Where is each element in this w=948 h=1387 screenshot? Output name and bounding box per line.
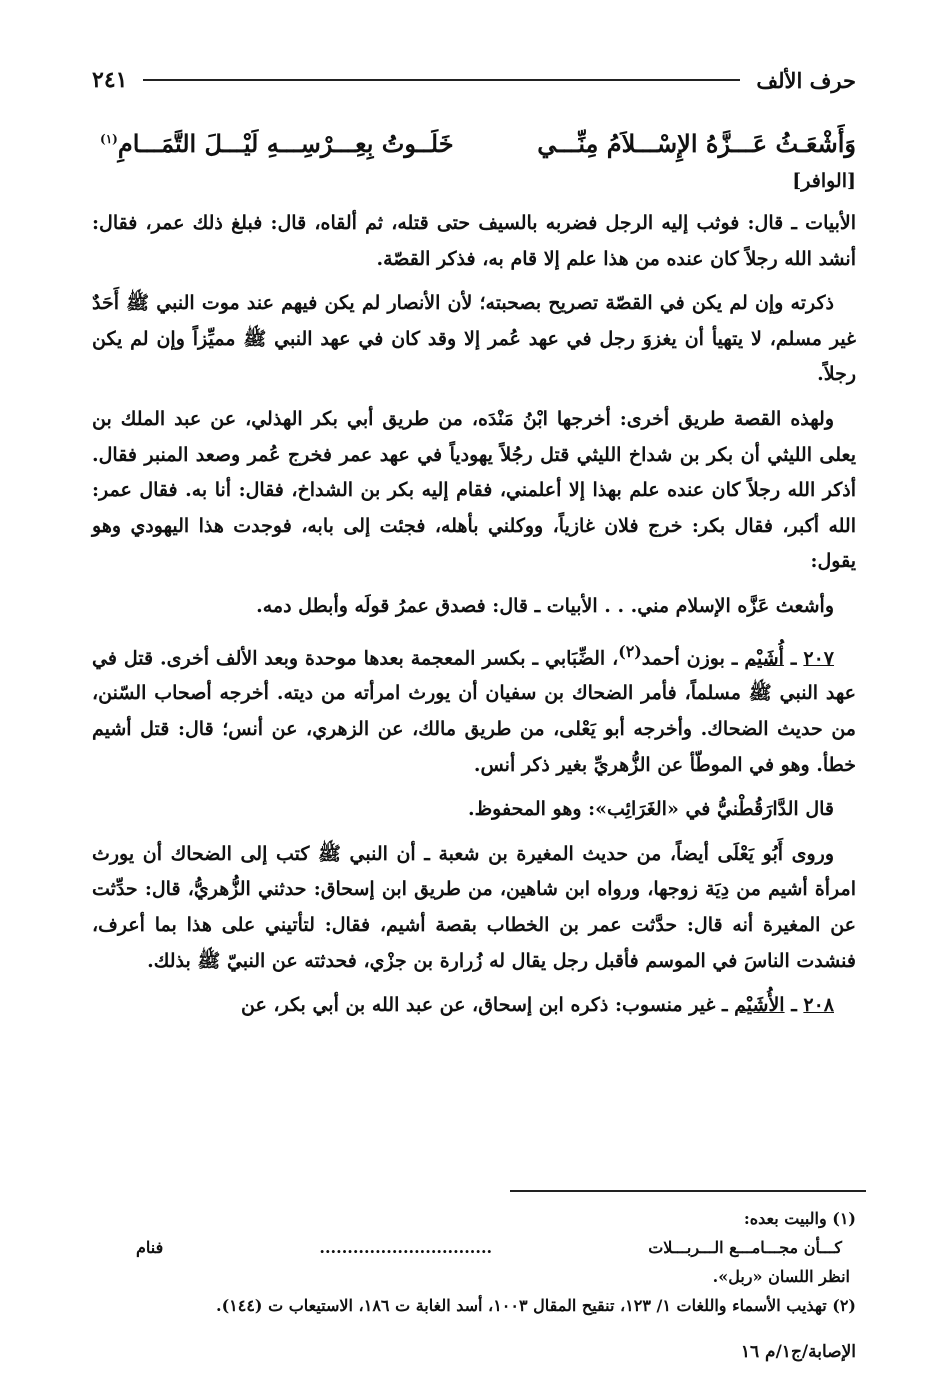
footnote-1-source: انظر اللسان «ربل». xyxy=(712,1267,850,1286)
footnote-1-intro: (١) والبيت بعده: xyxy=(743,1209,856,1228)
page-number: ٢٤١ xyxy=(92,67,128,93)
footnote-2: (٢) تهذيب الأسماء واللغات ١/ ١٢٣، تنقيح المقال ١٠٠٣، أسد الغابة ت ١٨٦، الاستيعاب ت (١٤٤). xyxy=(216,1296,856,1315)
signature-mark: الإصابة/ج١/م ١٦ xyxy=(740,1342,856,1362)
header-rule xyxy=(143,79,740,81)
entry-208: ٢٠٨ ـ الأُشَيْم ـ غير منسوب: ذكره ابن إسحاق، عن عبد الله بن أبي بكر، عن xyxy=(241,994,834,1017)
entry-207: ٢٠٧ ـ أُشَيْم ـ بوزن أحمد$^{(٢)}$، الضِّبَابي ـ بكسر المعجمة بعدها موحدة وبعد الألف أخرى. قتل في عهد النبي ﷺ مسلماً، فأمر الضحاك بن سفيان أن يورث امرأته من ديته. أخرجه أصحاب السّنن، من حديث الضحاك. وأخرجه أبو يَعْلى، من طريق مالك، عن الزهري، عن أنس؛ قال: قتل أشيم خطأ. وهو في الموطّأ عن الزُّهريِّ بغير ذكر أنس. xyxy=(92,641,856,776)
verse-footnote-mark: (١) xyxy=(100,131,118,146)
footnote-verse-b: فنام xyxy=(136,1238,164,1257)
main-text xyxy=(92,206,856,1033)
entry-text: ، الضِّبَابي ـ بكسر المعجمة بعدها موحدة وبعد الألف أخرى. قتل في عهد النبي ﷺ مسلماً، فأمر الضحاك بن سفيان أن يورث امرأته من ديته. أخرجه أصحاب السّنن، من حديث الضحاك. وأخرجه أبو يَعْلى، من طريق مالك، عن الزهري، عن أنس؛ قال: قتل أشيم خطأ. وهو في الموطّأ عن الزُّهريِّ بغير ذكر أنس. xyxy=(92,646,856,776)
verse-first-hemistich: وَأَشْعَـثُ عَـــزَّهُ الإِسْـــلاَمُ مِنِّـــي xyxy=(537,128,856,158)
paragraph: ذكرته وإن لم يكن في القصّة تصريح بصحبته؛ لأن الأنصار لم يكن فيهم عند موت النبي ﷺ أَحَدٌ غير مسلم، لا يتهيأ أن يغزوَ رجل في عهد عُمر إلا وقد كان في عهد النبي ﷺ مميِّزاً وإن لم يكن رجلاً. xyxy=(92,292,856,386)
footnote-verse-dots: ............................... xyxy=(319,1238,493,1257)
footnotes xyxy=(92,1204,856,1320)
poetic-meter: [الوافر] xyxy=(792,170,856,192)
entry-footnote-mark: (٢) xyxy=(618,641,642,661)
entry-text: ـ بوزن أحمد xyxy=(641,646,745,669)
paragraph: الأبيات ـ قال: فوثب إليه الرجل فضربه بالسيف حتى قتله، ثم ألقاه، قال: فبلغ ذلك عمر، فقال: أنشد الله رجلاً كان عنده من هذا علم إلا قام به، فذكر القصّة. xyxy=(92,212,856,270)
chapter-title: حرف الألف xyxy=(756,67,856,93)
entry-name: الأُشَيْم xyxy=(734,994,785,1017)
poem-verse xyxy=(100,120,856,166)
entry-number: ٢٠٨ xyxy=(803,994,834,1017)
page-header xyxy=(92,62,856,98)
paragraph: قال الدَّارَقُطْنيُّ في «الغَرَائِب»: وهو المحفوظ. xyxy=(467,798,834,821)
entry-name: أُشَيْم xyxy=(744,646,784,669)
verse-second-hemistich: خَلَــوتُ بِعِـــرْسِـــهِ لَيْـــلَ التَّمَـــامِ$^{(١)}$ xyxy=(100,128,454,158)
footnote-verse-a: كـــأن مجـــامـــع الـــربـــلات xyxy=(648,1238,842,1257)
footnote-rule xyxy=(510,1190,866,1192)
footnote-1-verse xyxy=(92,1233,856,1262)
paragraph: وروى أَبُو يَعْلَى أيضاً، من حديث المغيرة بن شعبة ـ أن النبي ﷺ كتب إلى الضحاك أن يورث امرأة أشيم من دِيَة زوجها، ورواه ابن شاهين، من طريق ابن إسحاق: حدثني الزُّهريُّ، قال: حدِّثت عن المغيرة أنه قال: حدَّثت عمر بن الخطاب بقصة أشيم، فقال: لتأتيني على هذا بما أعرف، فنشدت الناسَ في الموسم فأقبل رجل يقال له زُرارة بن جزْي، فحدثته عن النبيّ ﷺ بذلك. xyxy=(92,842,856,972)
entry-number: ٢٠٧ xyxy=(803,646,835,669)
paragraph: وأشعث عَزَّه الإسلام مني. . . الأبيات ـ قال: فصدق عمرُ قولَه وأبطل دمه. xyxy=(256,594,834,617)
entry-text: ـ غير منسوب: ذكره ابن إسحاق، عن عبد الله بن أبي بكر، عن xyxy=(241,994,735,1017)
paragraph: ولهذه القصة طريق أخرى: أخرجها ابْنُ مَنْدَه، من طريق أبي بكر الهذلي، عن عبد الملك بن يعلى الليثي أن بكر بن شداخ الليثي قتل رجُلاً يهودياً في عهد عمر فخرج عُمر وصعد المنبر فقال. أذكر الله رجلاً كان عنده علم بهذا إلا أعلمني، فقام إليه بكر بن الشداخ، فقال: أنا به. فقال عمر: الله أكبر، فقال بكر: خرج فلان غازياً، ووكلني بأهله، فجئت إلى بابه، فوجدت هذا اليهودي وهو يقول: xyxy=(92,407,856,573)
